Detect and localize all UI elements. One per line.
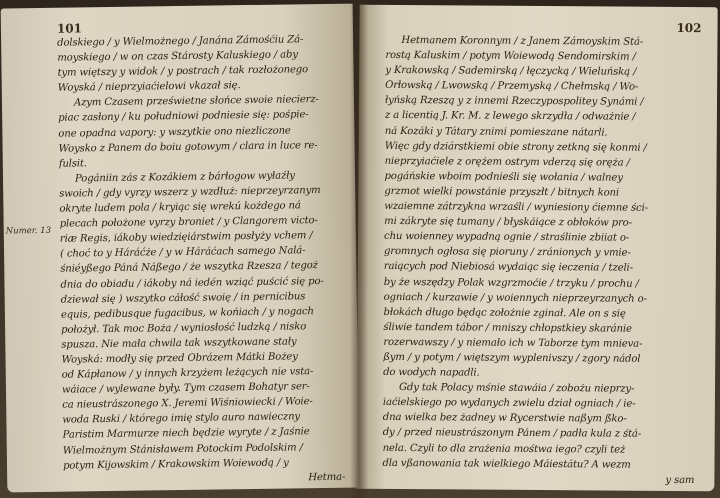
text-line: błokách długo będąc zołożnie zginał. Ale on s się (383, 306, 626, 320)
text-line: spusza. Nie mała chwila tak wszytkowane stały (61, 336, 297, 351)
text-line: Azym Czasem prześwietne słońce swoie niecierz- (73, 94, 319, 109)
right-page-number: 102 (676, 20, 702, 36)
text-line: plecach położone vyrzy broniet / y Clangorem victo- (59, 215, 318, 230)
text-line: Woysko z Panem do boiu gotowym / clara in luce re- (58, 139, 318, 155)
text-line: gromnych ogłosa się pioruny / zránionych y vmie- (383, 246, 631, 259)
text-line: pogáńskie wboim podnieśli się wołania / walney (384, 170, 623, 184)
left-page-number: 101 (56, 21, 83, 36)
text-line: okryte ludem pola / kryiąc się wrekú kożdego ná (59, 200, 301, 215)
text-line: raiących pod Niebiosá wydaiąc się ieczenia / tzeli- (383, 261, 633, 275)
text-line: Woyská / nieprzyiaćielowi vkazał się. (57, 80, 241, 94)
text-line: Hetmanem Koronnym / z Janem Zámoyskim Stá- (401, 35, 644, 48)
text-line: do wodych napadli. (383, 366, 480, 379)
text-line: potym Kijowskim / Krakowskim Woiewodą / y (62, 457, 289, 472)
text-line: ßym / y potym / więtszym wyplenivszy / zgory nádol (383, 351, 641, 365)
text-line: dla vßanowania tak wielkiego Máiestátu? A wezm (382, 457, 631, 471)
right-page (356, 5, 717, 491)
catchword: Hetma- (308, 471, 346, 483)
text-line: śliwie tandem tábor / mniszy chłopstkiey skaránie (383, 321, 632, 335)
text-line: nieprzyiaćiele z orężem ostrym vderzą się oręża / (384, 155, 630, 169)
text-line: dna wielka bez żadney w Rycerstwie naßym ßko- (382, 412, 627, 425)
text-line: dziewał się ) wszytko cáłość swoię / in pernicibus (60, 290, 306, 306)
text-line: equis, pedibusque fugacibus, w końiach / y nogach (60, 305, 314, 321)
text-line: fulsit. (58, 158, 87, 170)
text-line: grzmot wielki powstánie przyszłt / bitnych koni (384, 185, 620, 199)
text-line: chu woienney wypadną ognie / straślinie zbiiat o- (384, 231, 630, 244)
text-line: łyńską Rzeszą y z innemi Rzeczypospolitey Synámi / (384, 95, 644, 109)
text-line: iaćielskiego po wydanych zwielu dział ogniach / ie- (382, 397, 636, 410)
text-line: z a licentią J. Kr. M. z lewego skrzydła / odważnie / (384, 110, 636, 124)
text-line: tym więtszy y widok / y postrach / tak rozłożonego (57, 64, 309, 79)
text-line: Wielmożnym Stánisławem Potockim Podolskim / (62, 441, 303, 457)
text-line: one opadna vapory: y wszytkie ono niezliczone (58, 125, 291, 140)
text-line: Woyská: modły się przed Obrázem Mátki Bożey (61, 351, 298, 366)
text-line: od Kápłanow / y innych krzyżem leżących nie vsta- (61, 366, 314, 381)
text-line: Paristim Marmurze niech będzie wyryte / z Jaśnie (62, 426, 310, 442)
text-line: woda Ruski / którego imię stylo auro nawieczny (62, 411, 301, 427)
text-line: Pogániin zás z Kozákiem z bárłogow wyłaźły (74, 170, 295, 185)
text-line: nela. Czyli to dla zrażenia mośtwa iego? czyli też (382, 442, 626, 456)
text-line: wáiace / wylewane były. Tym czasem Bohatyr ser- (61, 381, 310, 396)
text-line: ná Kozáki y Tátary znimi pomieszane nátarli. (384, 125, 608, 139)
left-text-block (57, 32, 355, 489)
text-line: ( choć to y Háráćże / y w Háráćach samego Nalá- (60, 245, 306, 260)
right-text-block (382, 33, 707, 488)
text-line: dolskiego / y Wielmożnego / Janána Zámośćiu Zá- (57, 34, 304, 49)
text-line: rozerwawszy / y niemało ich w Taborze tym mnieva- (383, 336, 643, 350)
text-line: mi zákryte się tumany / błyskáiące z obłoków pro- (384, 216, 632, 229)
text-line: ogniach / kurzawie / y woiennych nieprzeyrzanych o- (383, 291, 647, 305)
text-line: położył. Tak moc Boża / wyniosłość ludzką / nisko (61, 321, 307, 336)
text-line: śniéyßego Páná Náßego / że wszytka Rzesza / tegoż (60, 260, 318, 276)
text-line: y Krakowską / Sademirską / łęczycką / Wieluńską / (385, 65, 637, 78)
text-line: dnia do obiadu / iákoby ná iedén wziąć puścić się po- (60, 275, 324, 291)
text-line: Gdy tak Polacy mśnie stawáia / zobożu nieprzy- (398, 382, 635, 395)
text-line: Orłowską / Lwowską / Przemyską / Chełmską / Wo- (385, 80, 639, 93)
text-line: rostą Kaluskim / potym Woiewodą Sendomirskim / (385, 50, 636, 63)
text-line: ca nieustrászonego X. Jeremi Wiśniowiecki / Woie- (62, 396, 313, 411)
text-line: dy / przed nieustrászonym Pánem / padła kula z śtá- (382, 427, 642, 441)
text-line: Więc gdy dziárstkiemi obie strony zetkną się konmi / (384, 140, 647, 154)
catchword: y sam (665, 474, 695, 486)
text-line: wzaiemne zátrzykna wrzaśli / wyniesiony ćiemne ści- (384, 200, 648, 214)
text-line: moyskiego / w on czas Stárosty Kaluskiego / aby (57, 49, 298, 64)
text-line: by że wszędzy Polak wzgrzmoćie / trzyku / prochu / (383, 276, 639, 290)
left-page (1, 4, 360, 493)
left-margin-note: Numer. 13 (5, 225, 52, 237)
text-line: piac zasłony / ku południowi podniesie się: pośpie- (58, 109, 309, 125)
text-line: riæ Regis, iákoby wiedzięiárstwim posłyży vchem / (59, 230, 313, 245)
text-line: swoich / gdy vyrzy wszerz y wzdłuż: nieprzeyrzanym (59, 184, 321, 200)
